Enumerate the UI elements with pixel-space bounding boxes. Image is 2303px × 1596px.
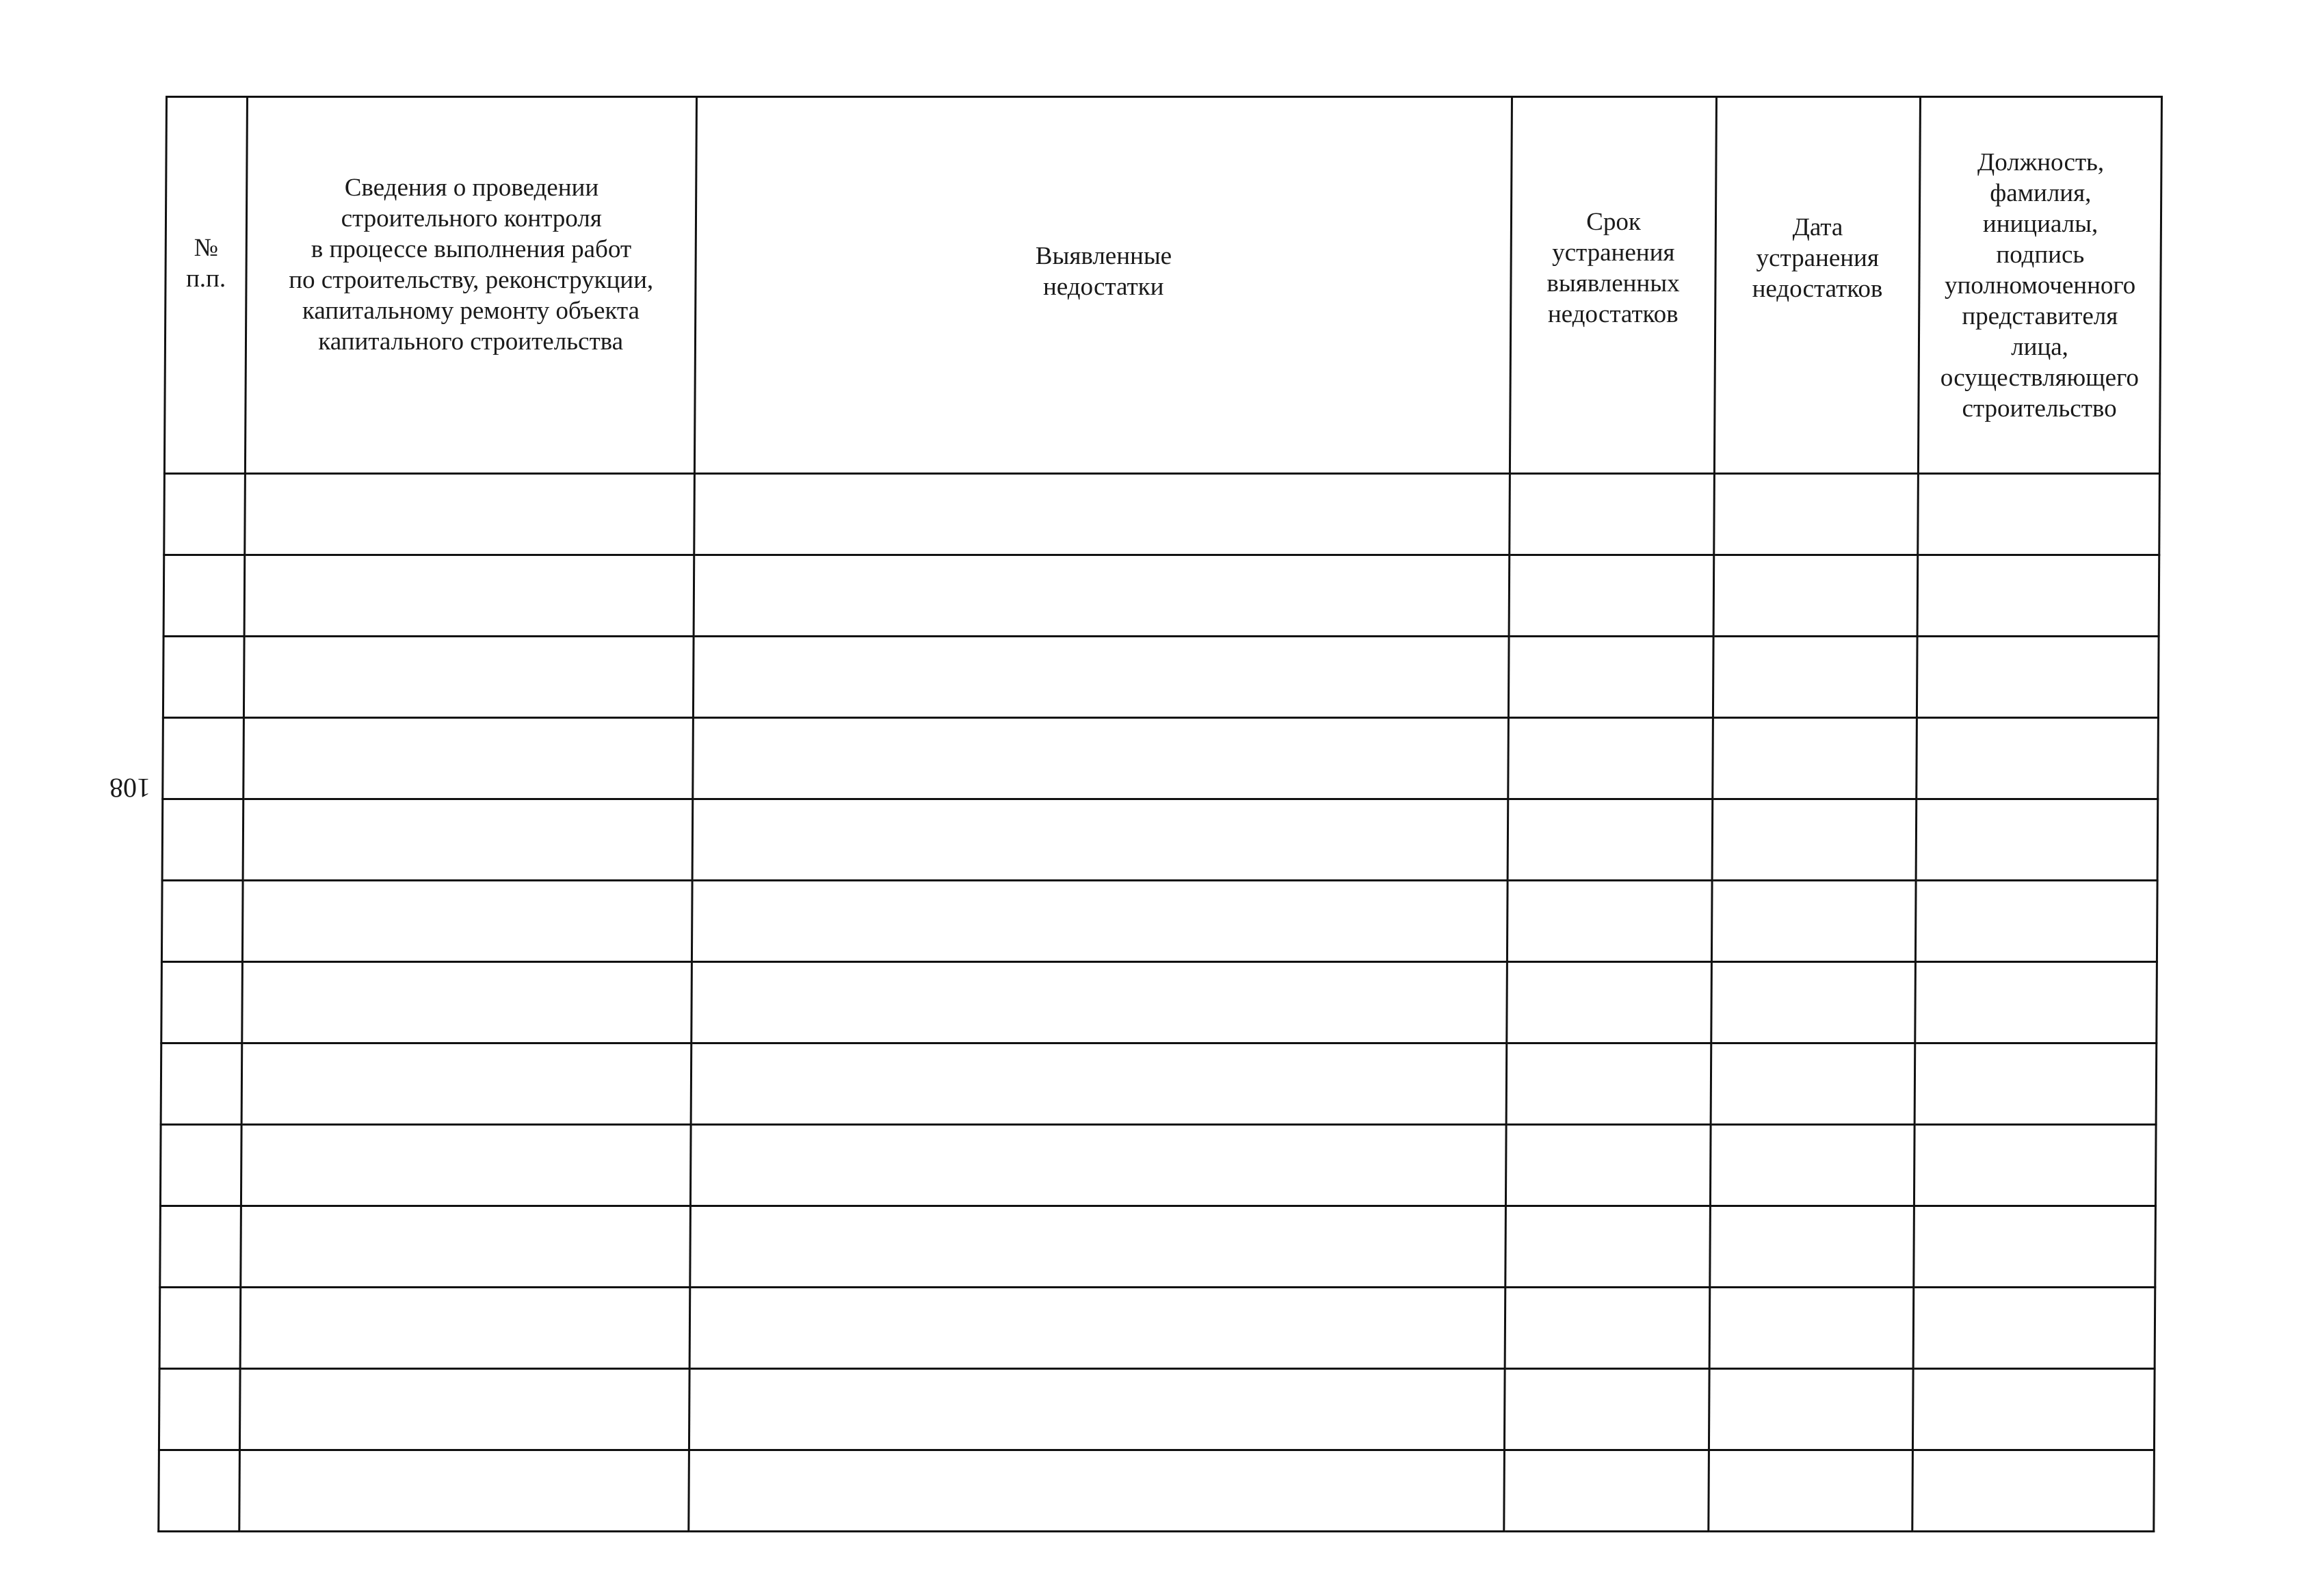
- cell-deadline[interactable]: [1505, 1288, 1709, 1369]
- table-row: [163, 718, 2159, 799]
- cell-deadline[interactable]: [1508, 881, 1712, 962]
- cell-defects[interactable]: [693, 718, 1509, 799]
- cell-deadline[interactable]: [1505, 1206, 1710, 1288]
- cell-deadline[interactable]: [1509, 637, 1713, 718]
- table-row: [164, 474, 2160, 555]
- cell-number[interactable]: [163, 555, 245, 637]
- cell-defects[interactable]: [689, 1288, 1505, 1369]
- cell-signer[interactable]: [1917, 555, 2159, 637]
- cell-number[interactable]: [161, 1043, 242, 1125]
- cell-signer[interactable]: [1918, 474, 2159, 555]
- cell-defects[interactable]: [694, 555, 1510, 637]
- cell-fix-date[interactable]: [1711, 1043, 1915, 1125]
- cell-fix-date[interactable]: [1711, 881, 1916, 962]
- table-row: [160, 1206, 2156, 1288]
- cell-deadline[interactable]: [1506, 1125, 1711, 1206]
- cell-signer[interactable]: [1913, 1288, 2155, 1369]
- cell-deadline[interactable]: [1508, 799, 1712, 881]
- column-header-deadline: Срок устранения выявленных недостатков: [1510, 97, 1717, 474]
- cell-control-info[interactable]: [242, 962, 692, 1043]
- cell-defects[interactable]: [689, 1450, 1505, 1532]
- cell-control-info[interactable]: [245, 474, 695, 555]
- cell-signer[interactable]: [1912, 1450, 2154, 1532]
- cell-defects[interactable]: [692, 962, 1508, 1043]
- cell-number[interactable]: [159, 1450, 240, 1532]
- cell-defects[interactable]: [689, 1369, 1505, 1450]
- cell-number[interactable]: [159, 1288, 241, 1369]
- cell-deadline[interactable]: [1508, 718, 1713, 799]
- cell-fix-date[interactable]: [1709, 1450, 1913, 1532]
- cell-number[interactable]: [163, 637, 244, 718]
- cell-fix-date[interactable]: [1713, 718, 1917, 799]
- cell-defects[interactable]: [692, 881, 1508, 962]
- cell-control-info[interactable]: [241, 1043, 692, 1125]
- cell-fix-date[interactable]: [1709, 1369, 1913, 1450]
- cell-fix-date[interactable]: [1713, 637, 1917, 718]
- cell-signer[interactable]: [1914, 1125, 2156, 1206]
- cell-deadline[interactable]: [1509, 555, 1713, 637]
- cell-control-info[interactable]: [241, 1125, 692, 1206]
- cell-fix-date[interactable]: [1709, 1288, 1914, 1369]
- table-body: [159, 474, 2160, 1532]
- cell-fix-date[interactable]: [1712, 799, 1917, 881]
- column-header-control-info: Сведения о проведении строительного контроля в процессе выполнения работ по строительству, реконструкции, капитальному ремонту объекта капитального строительства: [246, 97, 697, 474]
- cell-defects[interactable]: [691, 1043, 1507, 1125]
- cell-number[interactable]: [160, 1206, 241, 1288]
- table-row: [162, 799, 2158, 881]
- column-header-signer: Должность, фамилия, инициалы, подпись уполномоченного представителя лица, осуществляющего строительство: [1919, 97, 2162, 474]
- table-row: [163, 555, 2159, 637]
- cell-signer[interactable]: [1915, 962, 2157, 1043]
- cell-defects[interactable]: [694, 474, 1510, 555]
- cell-control-info[interactable]: [239, 1450, 689, 1532]
- cell-control-info[interactable]: [240, 1288, 690, 1369]
- cell-signer[interactable]: [1916, 799, 2157, 881]
- cell-number[interactable]: [164, 474, 246, 555]
- cell-fix-date[interactable]: [1711, 962, 1916, 1043]
- cell-fix-date[interactable]: [1714, 474, 1919, 555]
- cell-defects[interactable]: [694, 637, 1510, 718]
- cell-control-info[interactable]: [244, 555, 694, 637]
- cell-signer[interactable]: [1914, 1043, 2156, 1125]
- page-number: 108: [109, 773, 150, 803]
- cell-deadline[interactable]: [1507, 962, 1711, 1043]
- column-header-fix-date: Дата устранения недостатков: [1714, 97, 1921, 474]
- cell-defects[interactable]: [691, 1125, 1507, 1206]
- cell-control-info[interactable]: [244, 637, 694, 718]
- table-row: [160, 1125, 2156, 1206]
- table-row: [159, 1288, 2155, 1369]
- cell-fix-date[interactable]: [1710, 1206, 1914, 1288]
- cell-signer[interactable]: [1916, 881, 2157, 962]
- cell-fix-date[interactable]: [1710, 1125, 1914, 1206]
- cell-deadline[interactable]: [1504, 1450, 1709, 1532]
- cell-control-info[interactable]: [243, 881, 693, 962]
- cell-number[interactable]: [161, 962, 243, 1043]
- cell-deadline[interactable]: [1510, 474, 1714, 555]
- construction-control-journal-table: [157, 96, 2163, 1532]
- table-row: [161, 881, 2157, 962]
- cell-number[interactable]: [160, 1125, 241, 1206]
- cell-number[interactable]: [162, 799, 244, 881]
- column-header-number: № п.п.: [164, 97, 247, 474]
- table-row: [161, 1043, 2157, 1125]
- cell-deadline[interactable]: [1505, 1369, 1709, 1450]
- table-row: [163, 637, 2159, 718]
- table-row: [159, 1450, 2155, 1532]
- cell-control-info[interactable]: [243, 799, 693, 881]
- table-row: [161, 962, 2157, 1043]
- cell-defects[interactable]: [692, 799, 1508, 881]
- table-header-row: [164, 97, 2161, 474]
- cell-number[interactable]: [159, 1369, 240, 1450]
- table-row: [159, 1369, 2155, 1450]
- cell-control-info[interactable]: [241, 1206, 691, 1288]
- cell-defects[interactable]: [690, 1206, 1506, 1288]
- cell-signer[interactable]: [1917, 718, 2158, 799]
- cell-control-info[interactable]: [244, 718, 694, 799]
- cell-signer[interactable]: [1917, 637, 2159, 718]
- cell-control-info[interactable]: [240, 1369, 690, 1450]
- column-header-defects: Выявленные недостатки: [695, 97, 1512, 474]
- cell-signer[interactable]: [1914, 1206, 2155, 1288]
- cell-number[interactable]: [161, 881, 243, 962]
- cell-number[interactable]: [163, 718, 244, 799]
- cell-fix-date[interactable]: [1713, 555, 1918, 637]
- cell-deadline[interactable]: [1506, 1043, 1711, 1125]
- cell-signer[interactable]: [1913, 1369, 2155, 1450]
